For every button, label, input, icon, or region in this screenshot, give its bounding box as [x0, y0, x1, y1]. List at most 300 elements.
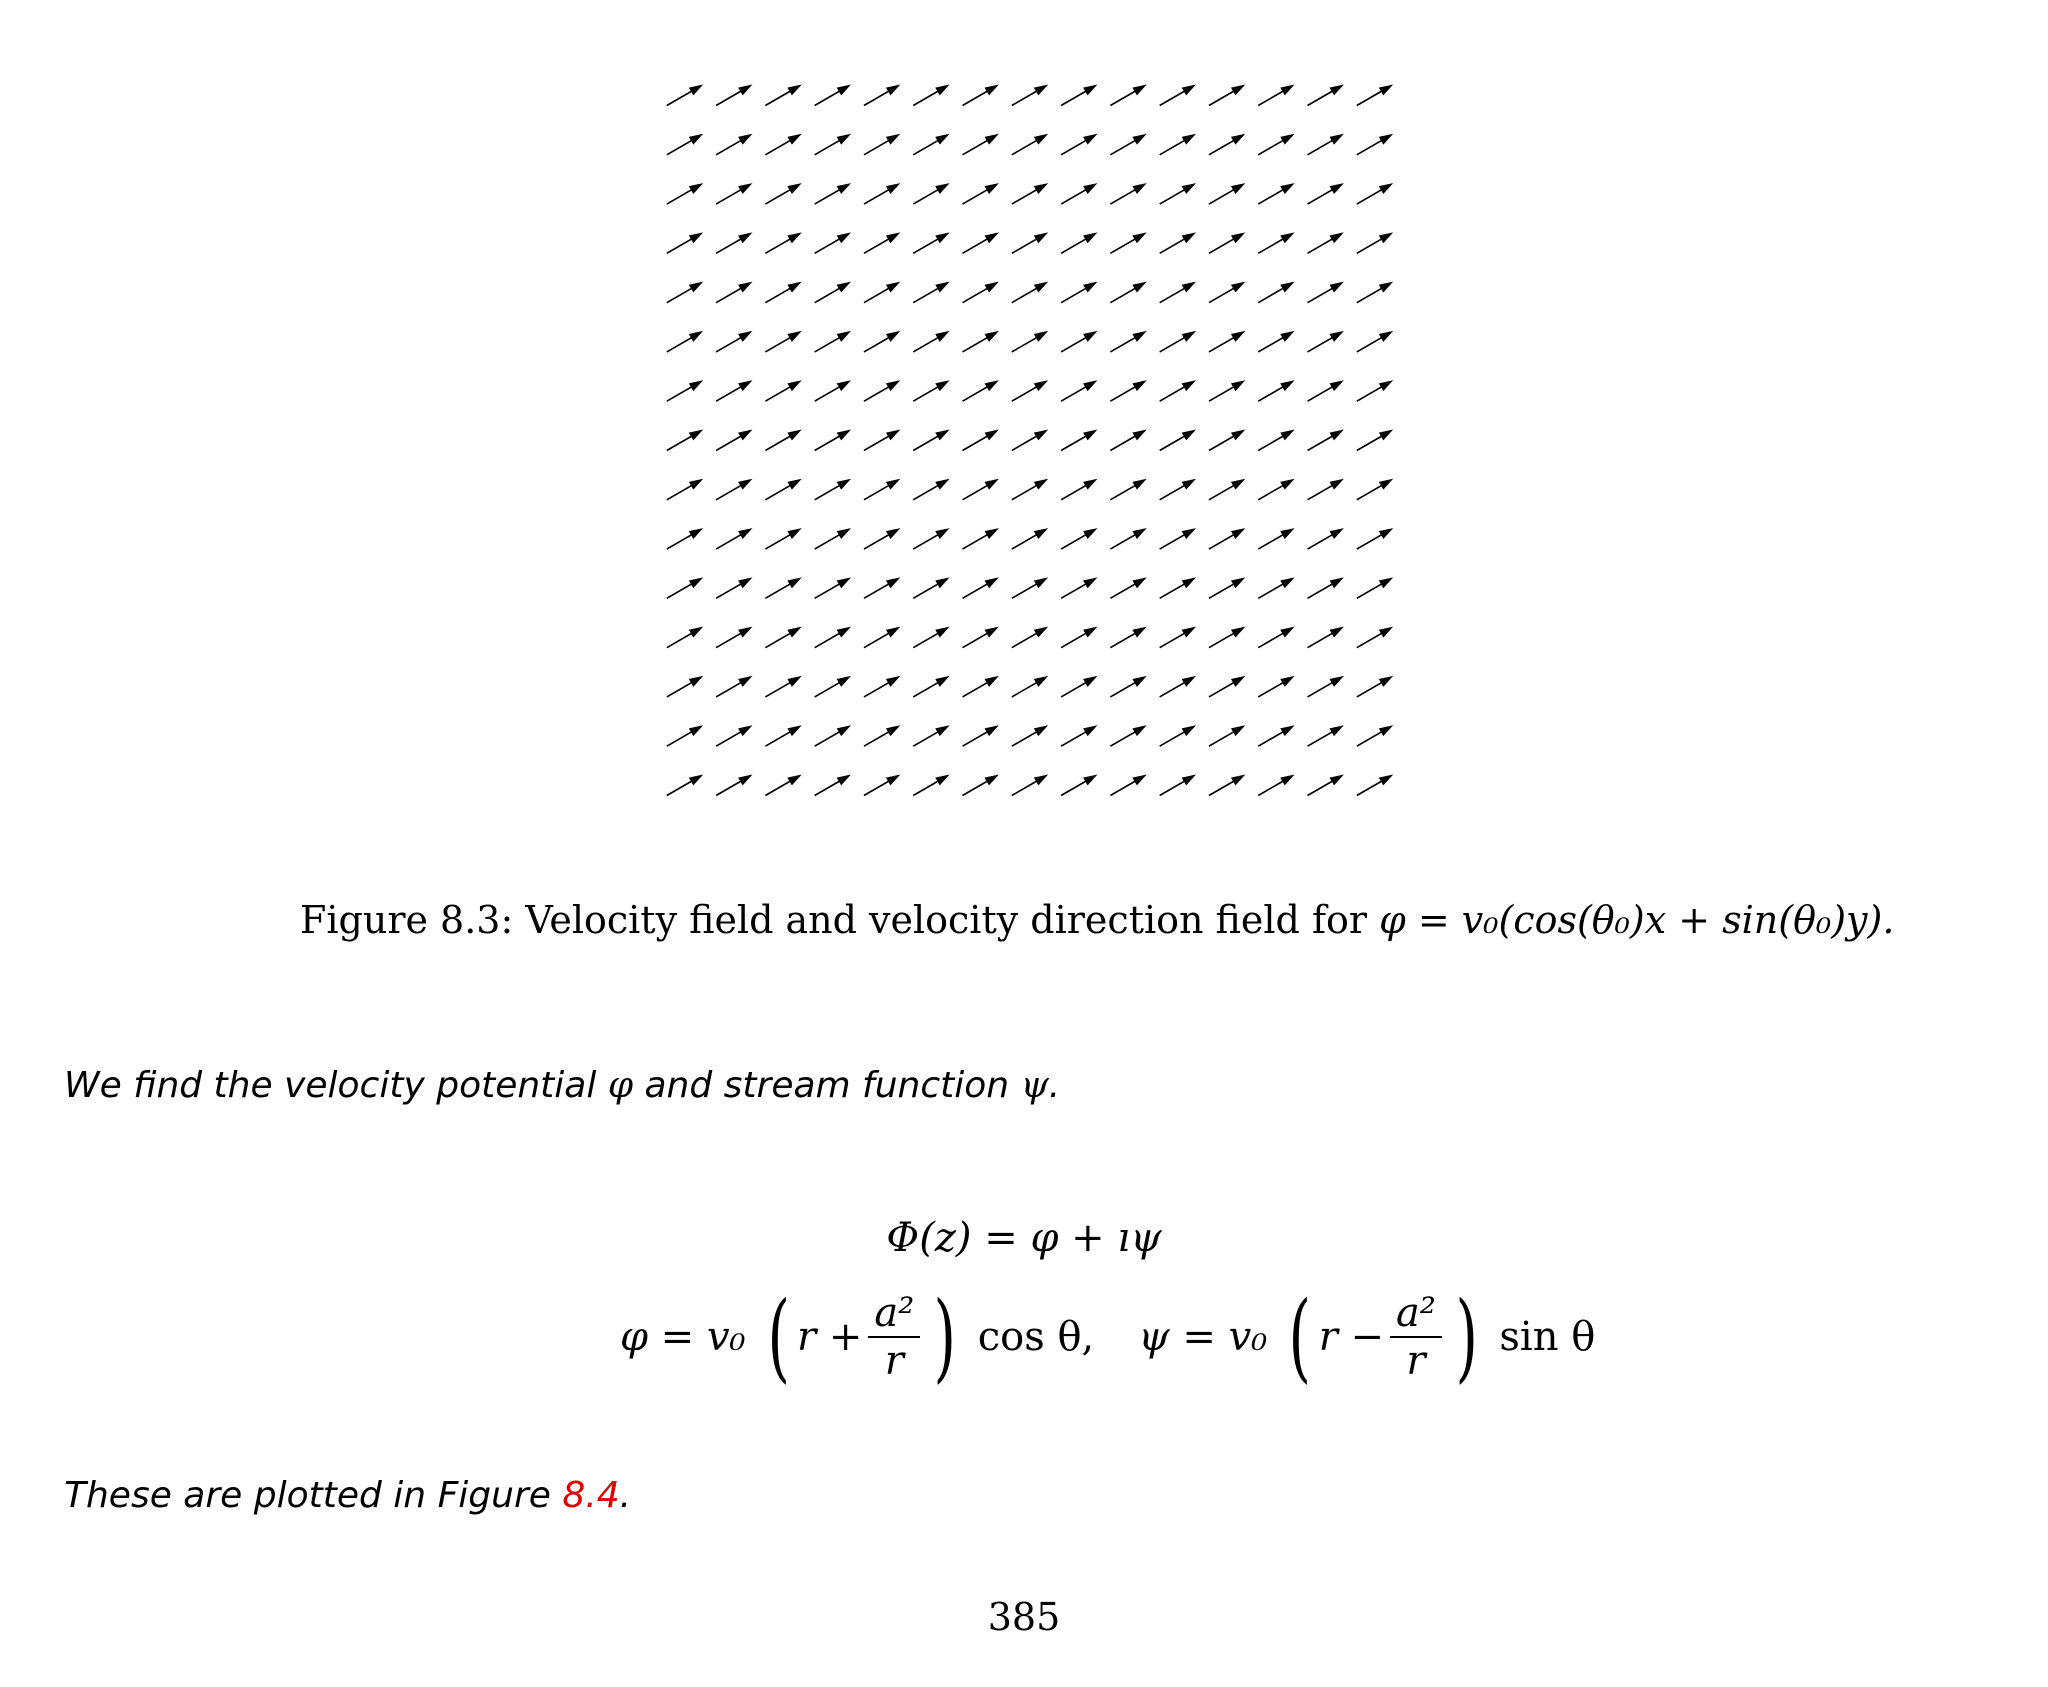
velocity-arrow	[667, 430, 703, 451]
velocity-arrow	[1209, 479, 1245, 500]
arrow-head	[1182, 85, 1196, 96]
arrow-head	[1280, 430, 1294, 441]
arrow-head	[886, 627, 900, 638]
arrow-head	[1330, 134, 1344, 145]
arrow-shaft	[864, 139, 892, 155]
arrow-head	[1083, 627, 1097, 638]
arrow-shaft	[864, 336, 892, 352]
velocity-arrow	[815, 331, 851, 352]
arrow-shaft	[815, 484, 843, 500]
arrow-shaft	[1061, 237, 1089, 253]
arrow-head	[837, 183, 851, 194]
arrow-head	[689, 775, 703, 786]
arrow-head	[1182, 430, 1196, 441]
arrow-shaft	[1258, 730, 1286, 746]
arrow-shaft	[1061, 385, 1089, 401]
velocity-arrow	[1308, 183, 1344, 204]
arrow-shaft	[1357, 533, 1385, 549]
velocity-arrow	[1258, 676, 1294, 697]
arrow-shaft	[815, 780, 843, 796]
arrow-shaft	[963, 385, 991, 401]
arrow-shaft	[815, 632, 843, 648]
arrow-head	[1330, 676, 1344, 687]
velocity-arrow	[765, 85, 801, 106]
arrow-head	[935, 183, 949, 194]
arrow-shaft	[913, 582, 941, 598]
arrow-head	[1182, 528, 1196, 539]
arrow-head	[837, 232, 851, 243]
arrow-head	[787, 183, 801, 194]
arrow-shaft	[864, 681, 892, 697]
velocity-arrow	[1209, 627, 1245, 648]
arrow-shaft	[1357, 681, 1385, 697]
velocity-arrow	[1258, 479, 1294, 500]
velocity-arrow	[1110, 282, 1146, 303]
velocity-arrow	[913, 775, 949, 796]
arrow-head	[1083, 282, 1097, 293]
arrow-head	[886, 232, 900, 243]
velocity-arrow	[815, 134, 851, 155]
velocity-arrow	[913, 577, 949, 598]
arrow-head	[787, 528, 801, 539]
velocity-arrow	[963, 331, 999, 352]
figure-reference-link[interactable]: 8.4	[562, 1475, 620, 1516]
velocity-arrow	[716, 380, 752, 401]
arrow-head	[935, 528, 949, 539]
arrow-shaft	[1012, 435, 1040, 451]
velocity-arrow	[913, 380, 949, 401]
velocity-arrow	[963, 282, 999, 303]
arrow-head	[1280, 331, 1294, 342]
arrow-shaft	[1012, 681, 1040, 697]
arrow-shaft	[1012, 780, 1040, 796]
velocity-arrow	[1012, 331, 1048, 352]
velocity-arrow	[1209, 282, 1245, 303]
velocity-arrow	[1209, 676, 1245, 697]
caption-label: Figure 8.3:	[300, 898, 514, 942]
velocity-arrow	[815, 627, 851, 648]
velocity-arrow	[864, 134, 900, 155]
velocity-arrow	[1110, 676, 1146, 697]
arrow-shaft	[1258, 139, 1286, 155]
arrow-shaft	[667, 287, 695, 303]
arrow-shaft	[667, 435, 695, 451]
arrow-head	[689, 380, 703, 391]
arrow-head	[689, 134, 703, 145]
arrow-head	[738, 676, 752, 687]
arrow-head	[1231, 85, 1245, 96]
velocity-arrow	[667, 282, 703, 303]
arrow-shaft	[716, 582, 744, 598]
arrow-head	[837, 380, 851, 391]
arrow-shaft	[1308, 484, 1336, 500]
velocity-arrow	[1308, 577, 1344, 598]
velocity-arrow	[913, 479, 949, 500]
velocity-arrow	[667, 627, 703, 648]
arrow-head	[689, 331, 703, 342]
arrow-head	[1379, 85, 1393, 96]
velocity-arrow	[864, 183, 900, 204]
velocity-arrow	[1209, 85, 1245, 106]
arrow-shaft	[1357, 582, 1385, 598]
velocity-arrow	[716, 232, 752, 253]
arrow-head	[886, 479, 900, 490]
arrow-head	[1132, 528, 1146, 539]
arrow-head	[837, 430, 851, 441]
arrow-head	[886, 676, 900, 687]
arrow-shaft	[1308, 139, 1336, 155]
fraction-a2-over-r	[868, 1292, 920, 1382]
arrow-shaft	[1160, 385, 1188, 401]
arrow-head	[689, 725, 703, 736]
arrow-shaft	[1012, 90, 1040, 106]
arrow-head	[689, 430, 703, 441]
arrow-shaft	[716, 632, 744, 648]
arrow-shaft	[716, 780, 744, 796]
velocity-arrow	[1110, 528, 1146, 549]
arrow-shaft	[1110, 533, 1138, 549]
arrow-shaft	[963, 780, 991, 796]
arrow-shaft	[716, 533, 744, 549]
velocity-arrow	[1357, 183, 1393, 204]
velocity-arrow	[1258, 134, 1294, 155]
arrow-head	[1280, 134, 1294, 145]
arrow-head	[787, 725, 801, 736]
velocity-arrow	[1110, 183, 1146, 204]
arrow-head	[1034, 627, 1048, 638]
velocity-arrow	[1357, 528, 1393, 549]
arrow-shaft	[815, 188, 843, 204]
arrow-head	[1379, 380, 1393, 391]
arrow-head	[1280, 232, 1294, 243]
arrow-shaft	[1258, 533, 1286, 549]
arrow-head	[1182, 775, 1196, 786]
arrow-shaft	[1061, 730, 1089, 746]
arrow-shaft	[1308, 730, 1336, 746]
arrow-head	[1231, 725, 1245, 736]
velocity-arrow	[864, 627, 900, 648]
arrow-head	[1083, 725, 1097, 736]
arrow-head	[1231, 430, 1245, 441]
arrow-shaft	[1160, 730, 1188, 746]
velocity-arrow	[864, 380, 900, 401]
velocity-arrow	[1061, 232, 1097, 253]
velocity-arrow	[815, 183, 851, 204]
arrow-head	[1330, 775, 1344, 786]
arrow-head	[689, 627, 703, 638]
velocity-arrow	[1209, 331, 1245, 352]
arrow-shaft	[716, 730, 744, 746]
arrow-shaft	[1012, 582, 1040, 598]
arrow-shaft	[765, 632, 793, 648]
arrow-head	[787, 331, 801, 342]
arrow-head	[1280, 85, 1294, 96]
arrow-head	[1330, 577, 1344, 588]
arrow-shaft	[1209, 237, 1237, 253]
velocity-arrow	[963, 775, 999, 796]
arrow-shaft	[667, 681, 695, 697]
paragraph-plotted-reference	[64, 1475, 631, 1516]
arrow-head	[1330, 232, 1344, 243]
arrow-shaft	[1160, 287, 1188, 303]
arrow-head	[738, 528, 752, 539]
velocity-arrow	[1357, 85, 1393, 106]
arrow-shaft	[765, 582, 793, 598]
arrow-head	[787, 232, 801, 243]
arrow-shaft	[1110, 336, 1138, 352]
velocity-arrow	[913, 331, 949, 352]
arrow-head	[1083, 85, 1097, 96]
velocity-arrow	[913, 528, 949, 549]
arrow-shaft	[913, 780, 941, 796]
arrow-shaft	[1357, 385, 1385, 401]
arrow-head	[1182, 479, 1196, 490]
arrow-head	[1379, 577, 1393, 588]
velocity-arrow	[815, 430, 851, 451]
arrow-head	[1034, 282, 1048, 293]
arrow-shaft	[815, 336, 843, 352]
velocity-arrow	[667, 479, 703, 500]
arrow-head	[985, 183, 999, 194]
velocity-arrow	[1209, 183, 1245, 204]
arrow-head	[886, 183, 900, 194]
arrow-shaft	[1209, 582, 1237, 598]
arrow-shaft	[1258, 287, 1286, 303]
velocity-arrow	[1258, 380, 1294, 401]
arrow-shaft	[815, 237, 843, 253]
velocity-arrow	[963, 627, 999, 648]
velocity-arrow	[765, 183, 801, 204]
arrow-head	[1379, 331, 1393, 342]
velocity-arrow	[963, 725, 999, 746]
velocity-arrow	[864, 676, 900, 697]
arrow-head	[1379, 627, 1393, 638]
velocity-arrow	[913, 134, 949, 155]
arrow-shaft	[765, 780, 793, 796]
arrow-shaft	[1110, 730, 1138, 746]
arrow-shaft	[913, 730, 941, 746]
velocity-arrow	[1160, 85, 1196, 106]
velocity-arrow	[1258, 282, 1294, 303]
arrow-shaft	[1012, 632, 1040, 648]
velocity-arrow	[716, 85, 752, 106]
arrow-head	[787, 577, 801, 588]
arrow-shaft	[1110, 632, 1138, 648]
arrow-shaft	[963, 139, 991, 155]
arrow-head	[1231, 282, 1245, 293]
arrow-shaft	[765, 237, 793, 253]
arrow-shaft	[1061, 336, 1089, 352]
arrow-shaft	[864, 730, 892, 746]
arrow-shaft	[1110, 780, 1138, 796]
arrow-shaft	[1258, 90, 1286, 106]
velocity-arrow	[765, 331, 801, 352]
velocity-arrow	[716, 134, 752, 155]
arrow-shaft	[864, 237, 892, 253]
paragraph-text: These are plotted in Figure	[64, 1475, 551, 1516]
arrow-shaft	[1357, 139, 1385, 155]
velocity-arrow	[716, 479, 752, 500]
arrow-head	[1330, 380, 1344, 391]
arrow-head	[1132, 577, 1146, 588]
arrow-head	[689, 183, 703, 194]
right-paren: )	[933, 1281, 957, 1393]
velocity-arrow	[1308, 479, 1344, 500]
arrow-head	[738, 577, 752, 588]
arrow-head	[837, 676, 851, 687]
arrow-shaft	[716, 435, 744, 451]
velocity-arrow	[1061, 282, 1097, 303]
arrow-shaft	[815, 287, 843, 303]
velocity-arrow	[1110, 85, 1146, 106]
velocity-arrow	[815, 232, 851, 253]
velocity-arrow	[765, 282, 801, 303]
arrow-head	[689, 676, 703, 687]
velocity-arrow	[1012, 282, 1048, 303]
velocity-arrow	[667, 183, 703, 204]
phi-lhs: φ = v₀	[620, 1314, 746, 1360]
arrow-shaft	[1160, 435, 1188, 451]
arrow-head	[689, 528, 703, 539]
paragraph-velocity-potential	[64, 1065, 1060, 1106]
arrow-shaft	[913, 139, 941, 155]
velocity-arrow	[1209, 232, 1245, 253]
arrow-shaft	[1357, 237, 1385, 253]
arrow-shaft	[1258, 484, 1286, 500]
phi-symbol: φ	[607, 1065, 634, 1106]
caption-text: Velocity field and velocity direction field for	[525, 898, 1368, 942]
arrow-head	[1182, 627, 1196, 638]
velocity-arrow	[716, 183, 752, 204]
arrow-shaft	[1209, 681, 1237, 697]
velocity-arrow	[1308, 725, 1344, 746]
arrow-shaft	[1061, 632, 1089, 648]
velocity-arrow	[1308, 134, 1344, 155]
arrow-shaft	[1209, 139, 1237, 155]
velocity-arrow	[1258, 725, 1294, 746]
velocity-arrow	[1160, 134, 1196, 155]
arrow-shaft	[1160, 237, 1188, 253]
arrow-head	[1132, 627, 1146, 638]
velocity-arrow	[1357, 430, 1393, 451]
arrow-head	[1083, 577, 1097, 588]
arrow-head	[1280, 183, 1294, 194]
arrow-head	[1083, 380, 1097, 391]
arrow-head	[985, 676, 999, 687]
velocity-arrow	[765, 627, 801, 648]
velocity-arrow	[1061, 627, 1097, 648]
arrow-head	[985, 775, 999, 786]
arrow-head	[985, 331, 999, 342]
velocity-arrow	[667, 775, 703, 796]
velocity-arrow	[667, 85, 703, 106]
velocity-arrow	[667, 232, 703, 253]
velocity-arrow	[1061, 577, 1097, 598]
arrow-shaft	[815, 139, 843, 155]
velocity-arrow	[1357, 479, 1393, 500]
velocity-arrow	[716, 430, 752, 451]
arrow-shaft	[963, 90, 991, 106]
arrow-shaft	[1308, 336, 1336, 352]
velocity-arrow	[1012, 577, 1048, 598]
arrow-head	[1379, 775, 1393, 786]
potential-stream-equations	[620, 1272, 1596, 1402]
arrow-shaft	[1012, 188, 1040, 204]
velocity-arrow	[1061, 775, 1097, 796]
arrow-shaft	[1160, 780, 1188, 796]
arrow-head	[1231, 134, 1245, 145]
arrow-head	[1132, 380, 1146, 391]
velocity-arrow	[765, 134, 801, 155]
velocity-arrow	[963, 134, 999, 155]
arrow-head	[1034, 479, 1048, 490]
arrow-head	[1132, 282, 1146, 293]
arrow-shaft	[765, 139, 793, 155]
arrow-shaft	[1308, 632, 1336, 648]
arrow-head	[1280, 479, 1294, 490]
velocity-arrow	[864, 775, 900, 796]
arrow-head	[935, 134, 949, 145]
velocity-arrow	[1160, 380, 1196, 401]
arrow-head	[886, 775, 900, 786]
arrow-head	[1330, 430, 1344, 441]
velocity-arrow	[1308, 775, 1344, 796]
arrow-shaft	[1061, 484, 1089, 500]
velocity-arrow	[1308, 232, 1344, 253]
arrow-head	[738, 134, 752, 145]
arrow-head	[985, 232, 999, 243]
velocity-arrow	[864, 725, 900, 746]
velocity-arrow	[815, 528, 851, 549]
velocity-arrow	[1160, 627, 1196, 648]
arrow-head	[1034, 676, 1048, 687]
arrow-shaft	[864, 435, 892, 451]
arrow-shaft	[1012, 237, 1040, 253]
velocity-arrow	[864, 282, 900, 303]
velocity-arrow	[1308, 282, 1344, 303]
arrow-head	[886, 85, 900, 96]
velocity-arrow	[1012, 528, 1048, 549]
arrow-head	[1182, 725, 1196, 736]
velocity-arrow	[1357, 232, 1393, 253]
arrow-shaft	[1110, 188, 1138, 204]
arrow-head	[886, 528, 900, 539]
arrow-shaft	[1160, 582, 1188, 598]
arrow-shaft	[765, 435, 793, 451]
velocity-arrow	[716, 775, 752, 796]
velocity-arrow	[1357, 676, 1393, 697]
arrow-head	[935, 232, 949, 243]
velocity-arrow	[1357, 380, 1393, 401]
arrow-shaft	[1160, 90, 1188, 106]
velocity-arrow	[1160, 331, 1196, 352]
velocity-arrow	[1012, 380, 1048, 401]
velocity-arrow	[1110, 232, 1146, 253]
velocity-arrow	[1258, 232, 1294, 253]
arrow-shaft	[1308, 237, 1336, 253]
velocity-arrow	[1258, 775, 1294, 796]
velocity-arrow	[963, 676, 999, 697]
arrow-head	[837, 479, 851, 490]
paragraph-period: .	[1048, 1065, 1061, 1106]
arrow-head	[1231, 627, 1245, 638]
velocity-arrow	[913, 282, 949, 303]
arrow-head	[1182, 183, 1196, 194]
arrow-head	[837, 85, 851, 96]
arrow-head	[837, 282, 851, 293]
velocity-arrow	[963, 479, 999, 500]
velocity-arrow	[716, 676, 752, 697]
